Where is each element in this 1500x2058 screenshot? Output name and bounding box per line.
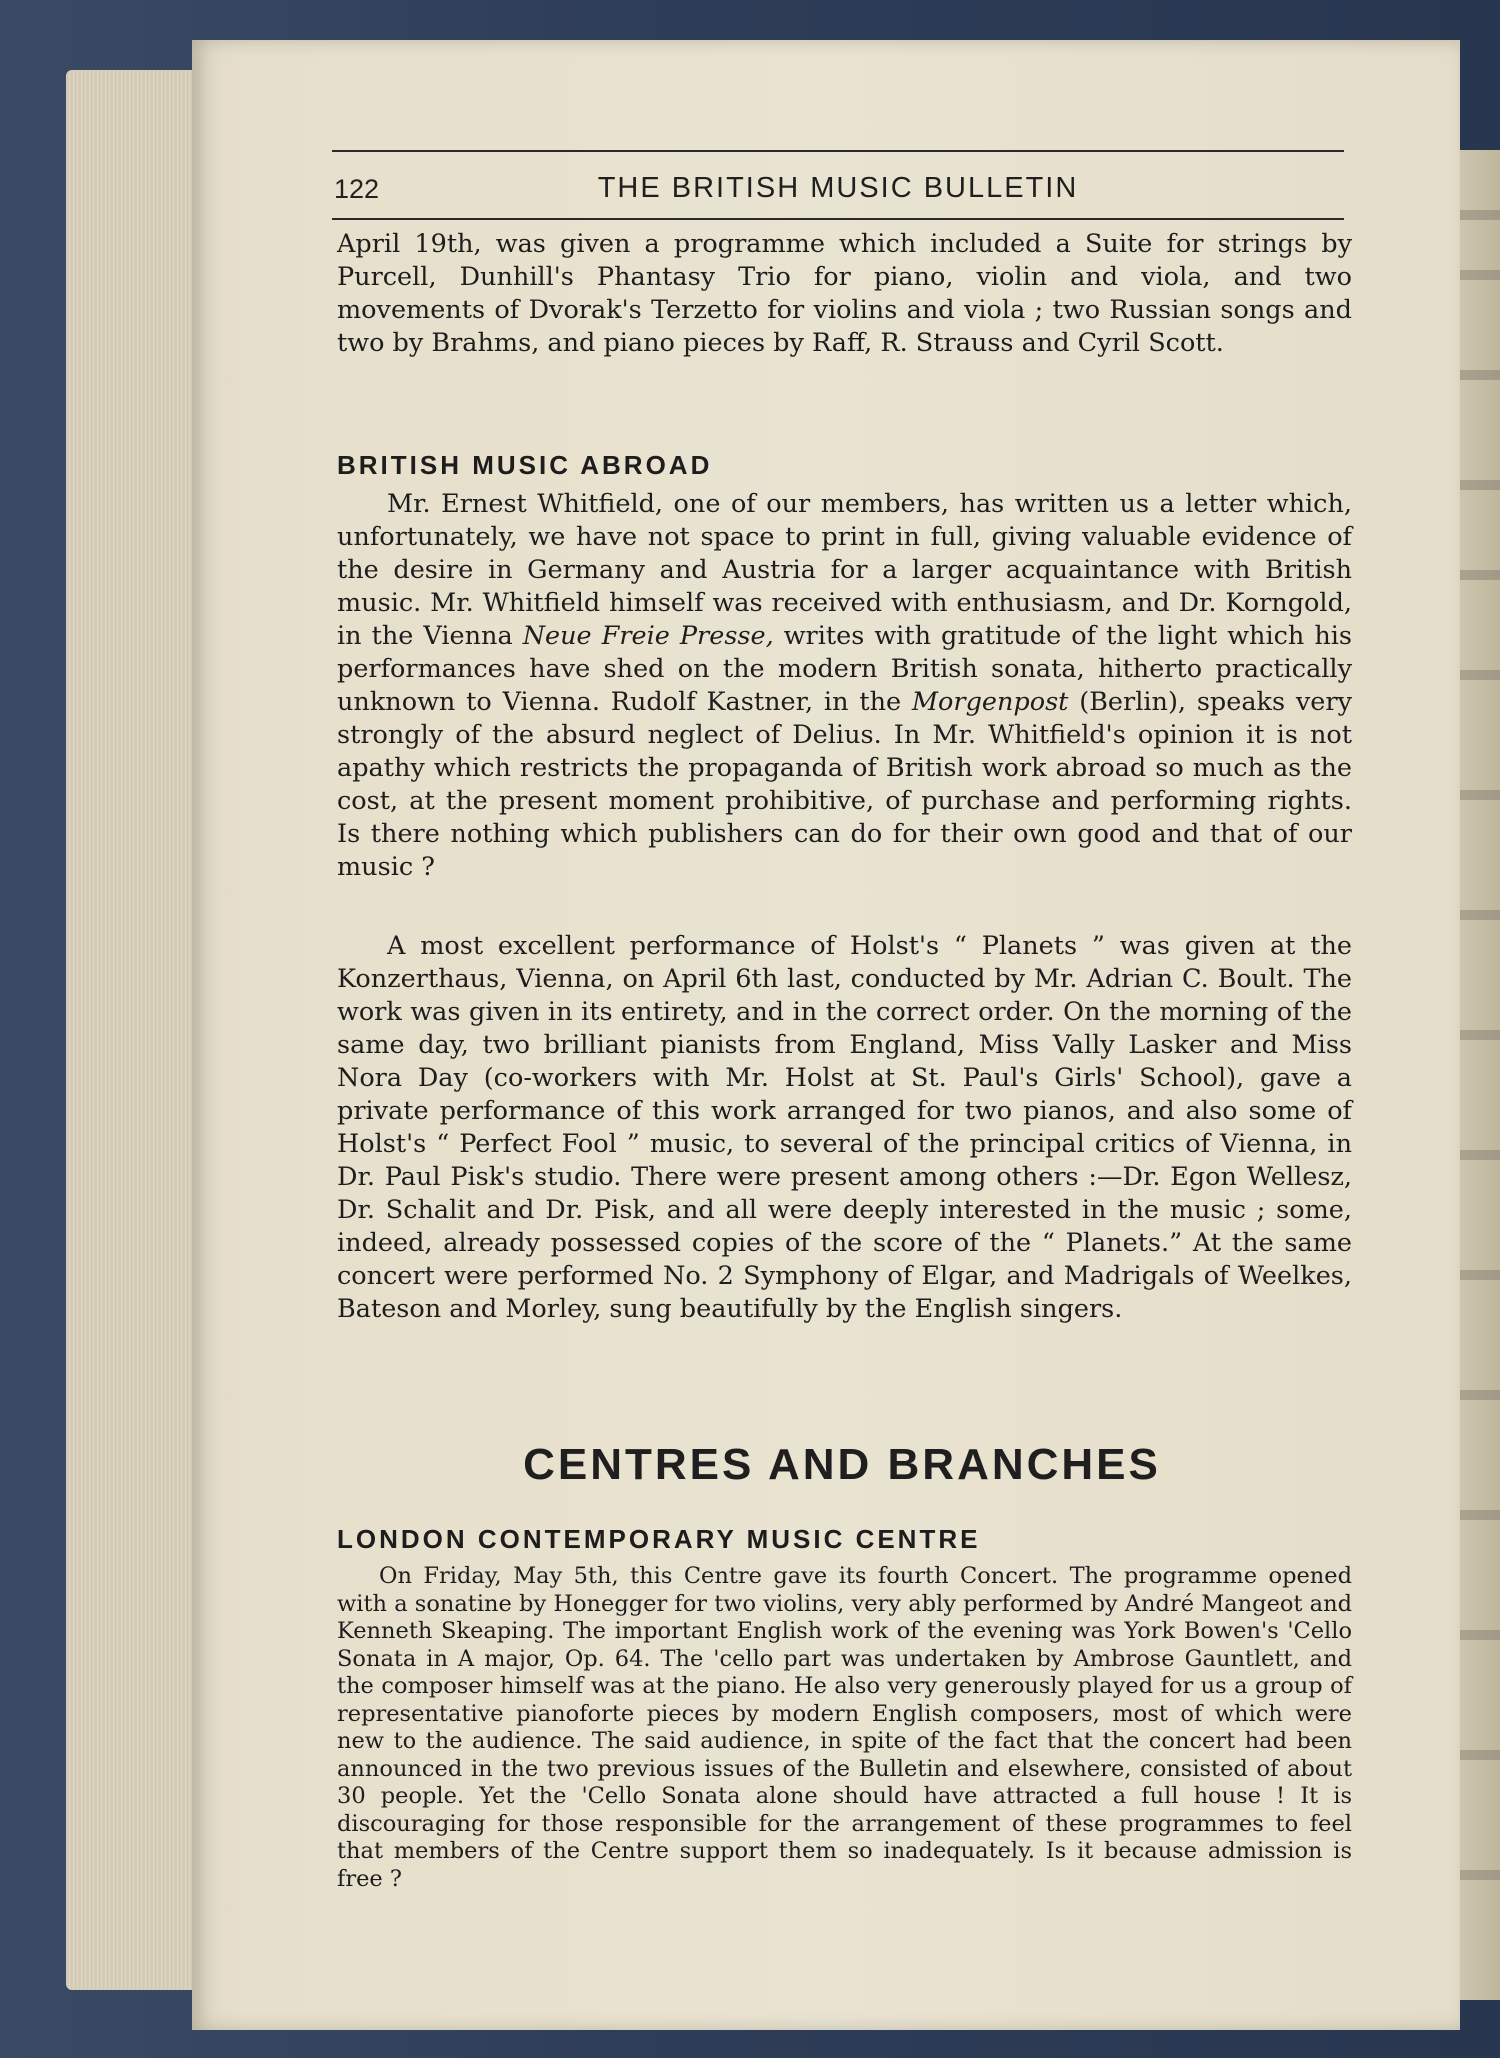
centre-paragraph: On Friday, May 5th, this Centre gave its fourth Concert. The programme opened with a sonatine by Honegger for two violins, very ably performed by André Mangeot and Kenneth Skeaping. The important English work of the evening was York Bowen's 'Cello Sonata in A major, Op. 64. The 'cello part was undertaken by Ambrose Gauntlett, and the composer himself was at the piano. He also very generously played for us a group of representative pianoforte pieces by modern English composers, most of which were new to the audience. The said audience, in spite of the fact that the concert had been announced in the two previous issues of the Bulletin and elsewhere, consisted of about 30 people. Yet the 'Cello Sonata alone should have attracted a full house ! It is discouraging for those responsible for the arrangement of these programmes to feel that members of the Centre support them so inadequately. Is it because admission is free ? — [337, 1563, 1352, 1892]
page-number: 122 — [334, 174, 380, 204]
abroad-paragraph-2: A most excellent performance of Holst's “ Planets ” was given at the Konzerthaus, Vienna, on April 6th last, conducted by Mr. Adrian C. Boult. The work was given in its entirety, and in the correct order. On the morning of the same day, two brilliant pianists from England, Miss Vally Lasker and Miss Nora Day (co-workers with Mr. Holst at St. Paul's Girls' School), gave a private performance of this work arranged for two pianos, and also some of Holst's “ Perfect Fool ” music, to several of the principal critics of Vienna, in Dr. Paul Pisk's studio. There were present among others :—Dr. Egon Wellesz, Dr. Schalit and Dr. Pisk, and all were deeply interested in the music ; some, indeed, already possessed copies of the score of the “ Planets.” At the same concert were performed No. 2 Symphony of Elgar, and Madrigals of Weelkes, Bateson and Morley, sung beautifully by the English singers. — [337, 931, 1352, 1324]
intro-paragraph: April 19th, was given a programme which included a Suite for strings by Purcell, Dunhill's Phantasy Trio for piano, violin and viola, and two movements of Dvorak's Terzetto for violins and viola ; two Russian songs and two by Brahms, and piano pieces by Raff, R. Strauss and Cyril Scott. — [337, 229, 1352, 358]
abroad-p1-italic-1: Neue Freie Presse, — [522, 621, 774, 651]
section-heading-british-music-abroad: BRITISH MUSIC ABROAD — [337, 450, 713, 480]
abroad-p1-text-2: writes with gratitude of the light which his performances have shed on the modern British sonata, hitherto practically unknown to Vienna. Rudolf Kastner, in the — [337, 621, 1352, 717]
running-header — [332, 150, 1344, 220]
abroad-paragraph-1 — [337, 488, 1352, 884]
subheading-london-contemporary-music-centre: LONDON CONTEMPORARY MUSIC CENTRE — [337, 1524, 981, 1554]
running-title: THE BRITISH MUSIC BULLETIN — [597, 172, 1079, 204]
section-title-centres-and-branches: CENTRES AND BRANCHES — [523, 1440, 1161, 1489]
page-edges — [66, 70, 206, 1990]
adjacent-page-edge — [1455, 150, 1500, 2000]
abroad-p1-text-3: (Berlin), speaks very strongly of the absurd neglect of Delius. In Mr. Whitfield's opinion it is not apathy which restricts the propaganda of British work abroad so much as the cost, at the present moment prohibitive, of purchase and performing rights. Is there nothing which publishers can do for their own good and that of our music ? — [337, 687, 1352, 882]
abroad-p1-italic-2: Morgenpost — [911, 687, 1069, 717]
abroad-p1-text-1: Mr. Ernest Whitfield, one of our members, has written us a letter which, unfortunately, we have not space to print in full, giving valuable evidence of the desire in Germany and Austria for a larger acquaintance with British music. Mr. Whitfield himself was received with enthusiasm, and Dr. Korngold, in the Vienna — [337, 489, 1352, 651]
